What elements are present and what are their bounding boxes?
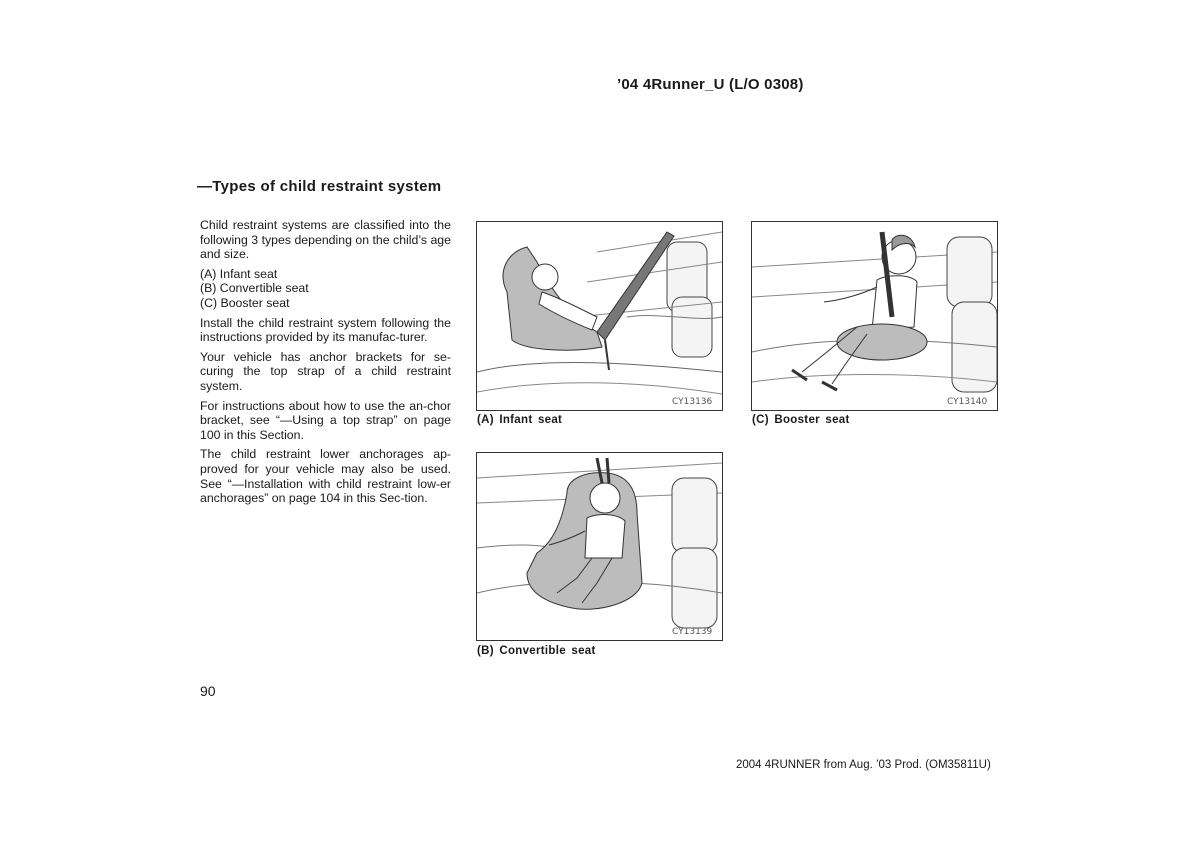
infant-seat-illustration <box>476 221 723 411</box>
list-item: (C) Booster seat <box>200 295 290 310</box>
paragraph-install: Install the child restraint system following the instructions provided by its manufac-turer. <box>200 315 451 345</box>
page-number: 90 <box>200 683 216 699</box>
convertible-seat-caption: (B) Convertible seat <box>477 645 596 657</box>
figure-code: CY13136 <box>672 397 713 407</box>
seat-type-list <box>200 267 451 311</box>
paragraph-intro: Child restraint systems are classified into the following 3 types depending on the child’s age and size. <box>200 218 451 262</box>
section-title: —Types of child restraint system <box>197 178 442 195</box>
list-item: (A) Infant seat <box>200 266 278 281</box>
paragraph-anchor-brackets: Your vehicle has anchor brackets for se-curing the top strap of a child restraint system. <box>200 349 451 393</box>
footer-text: 2004 4RUNNER from Aug. ’03 Prod. (OM35811U) <box>736 759 991 771</box>
convertible-seat-illustration <box>476 452 723 641</box>
figure-code: CY13140 <box>947 397 988 407</box>
list-item: (B) Convertible seat <box>200 281 309 296</box>
body-text <box>200 218 451 511</box>
booster-seat-caption: (C) Booster seat <box>752 414 850 426</box>
infant-seat-caption: (A) Infant seat <box>477 414 563 426</box>
header-title: ’04 4Runner_U (L/O 0308) <box>617 76 804 93</box>
booster-seat-illustration <box>751 221 998 411</box>
paragraph-top-strap: For instructions about how to use the an-chor bracket, see “—Using a top strap” on page 100 in this Section. <box>200 398 451 442</box>
paragraph-lower-anchorages: The child restraint lower anchorages ap-proved for your vehicle may also be used. See “—Installation with child restraint low-er anchorages” on page 104 in this Sec-tion. <box>200 447 451 506</box>
figure-code: CY13139 <box>672 627 713 637</box>
